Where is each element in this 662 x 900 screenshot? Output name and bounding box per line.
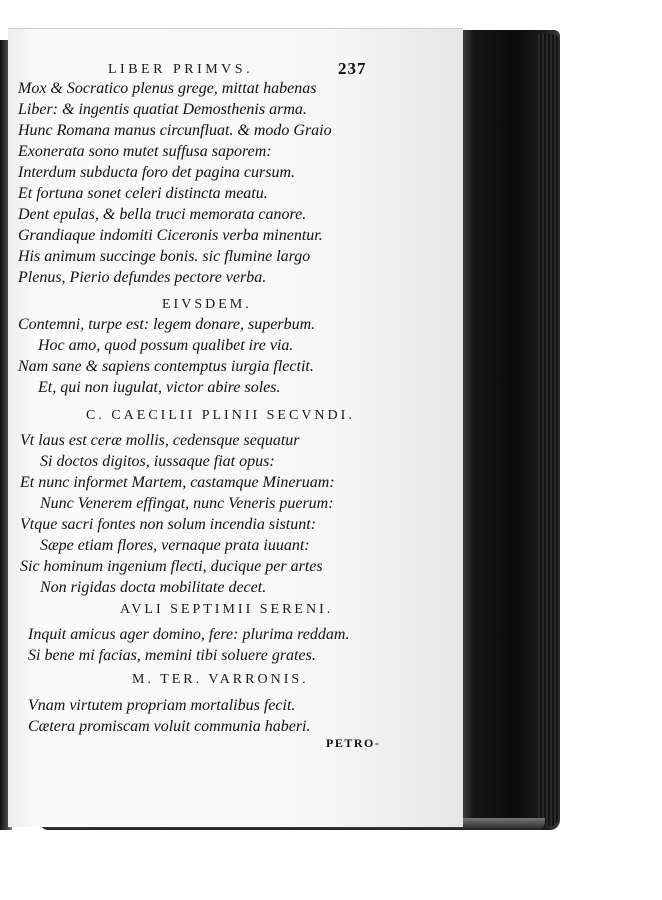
verse-line: Et nunc informet Martem, castamque Mineruam: [20, 474, 335, 491]
verse-line: Grandiaque indomiti Ciceronis verba minentur. [18, 227, 323, 244]
verse-line: Nam sane & sapiens contemptus iurgia flectit. [18, 358, 314, 375]
verse-line: Exonerata sono mutet suffusa saporem: [18, 143, 272, 160]
verse-line: Sæpe etiam flores, vernaque prata iuuant: [40, 537, 310, 554]
verse-line: Vnam virtutem propriam mortalibus fecit. [28, 697, 296, 714]
running-title: LIBER PRIMVS. [108, 62, 254, 77]
verse-line: Et fortuna sonet celeri distincta meatu. [18, 185, 268, 202]
verse-line: Contemni, turpe est: legem donare, superbum. [18, 316, 316, 333]
verse-line: Inquit amicus ager domino, fere: plurima reddam. [28, 626, 350, 643]
verse-line: Mox & Socratico plenus grege, mittat habenas [18, 80, 317, 97]
verse-line: Vtque sacri fontes non solum incendia sistunt: [20, 516, 316, 533]
verse-line: Interdum subducta foro det pagina cursum. [18, 164, 296, 181]
verse-line: Vt laus est ceræ mollis, cedensque sequatur [20, 432, 300, 449]
verse-line: Dent epulas, & bella truci memorata canore. [18, 206, 307, 223]
verse-line: Hunc Romana manus circunfluat. & modo Graio [18, 122, 332, 139]
verse-line: Hoc amo, quod possum qualibet ire via. [38, 337, 294, 354]
verse-line: Cætera promiscam voluit communia haberi. [28, 718, 311, 735]
verse-line: Si doctos digitos, iussaque fiat opus: [40, 453, 275, 470]
section-heading: AVLI SEPTIMII SERENI. [120, 602, 334, 617]
section-heading: M. TER. VARRONIS. [132, 672, 309, 687]
verse-line: Sic hominum ingenium flecti, ducique per artes [20, 558, 323, 575]
verse-line: Nunc Venerem effingat, nunc Veneris puerum: [40, 495, 334, 512]
verse-line: Liber: & ingentis quatiat Demosthenis arma. [18, 101, 307, 118]
page-number: 237 [338, 59, 367, 78]
page-stack-edge [538, 34, 560, 826]
verse-line: Si bene mi facias, memini tibi soluere grates. [28, 647, 316, 664]
section-heading: C. CAECILII PLINII SECVNDI. [86, 408, 355, 423]
verse-line: Et, qui non iugulat, victor abire soles. [38, 379, 281, 396]
section-heading: EIVSDEM. [162, 297, 252, 312]
verse-line: His animum succinge bonis. sic flumine largo [18, 248, 311, 265]
verse-line: Non rigidas docta mobilitate decet. [40, 579, 267, 596]
catchword: PETRO- [326, 736, 381, 750]
verse-line: Plenus, Pierio defundes pectore verba. [18, 269, 267, 286]
